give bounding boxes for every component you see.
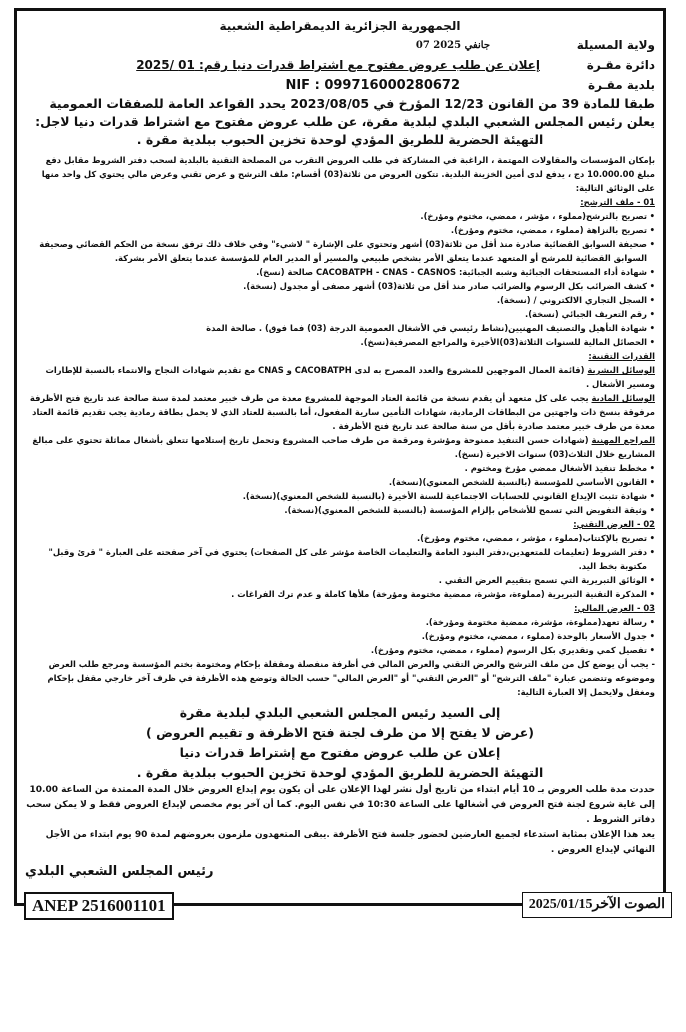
- financial-list: [25, 615, 655, 657]
- footer: [24, 892, 672, 920]
- envelope-label: [25, 703, 655, 783]
- deadline-paragraph: حددت مدة طلب العروض بـ 10 أيام ابتداء من تاريخ أول نشر لهذا الإعلان على أن يكون يوم إيداع العروض خلال المدة الممتدة من الساعة 10.00 إلى غاية شروع لجنة فتح العروض في أشغالها على الساعة 10:30 في نفس اليوم. كما أن آخر يوم مخصص لإيداع العروض فقط و لا يمكن سحب دفاتر الشروط .: [26, 785, 655, 825]
- refs-label: المراجع المهنية: [591, 435, 655, 445]
- newspaper-date: [522, 892, 672, 918]
- daira-row: [25, 55, 655, 75]
- list-item: • كشف الضرائب بكل الرسوم والضرائب صادر منذ أقل من ثلاثة(03) أشهر مصفى أو مجدول (نسخة).: [25, 279, 655, 293]
- commune-row: [25, 75, 655, 95]
- convocation-paragraph: يعد هذا الإعلان بمثابة استدعاء لجميع العارضين لحضور جلسة فتح الأظرفة .يبقى المتعهدون ملزمون بعروضهم لمدة 90 يوم ابتداء من الأجل النهائي لإيداع العروض .: [45, 830, 655, 855]
- list-item: • الحصائل المالية للسنوات الثلاثة(03)الأخيرة والمراجع المصرفية(نسخ).: [25, 335, 655, 349]
- publication-date: 2025/01/15: [528, 897, 593, 912]
- signature: رئيس المجلس الشعبي البلدي: [25, 864, 214, 879]
- list-item: • القانون الأساسي للمؤسسة (بالنسبة للشخص المعنوي)(نسخة).: [25, 475, 655, 489]
- daira: دائرة مقـرة: [586, 58, 655, 72]
- section-candidacy-title: 01 - ملف الترشح:: [580, 197, 655, 207]
- candidacy-list: [25, 209, 655, 349]
- envelope-line-1: إلى السيد رئيس المجلس الشعبي البلدي لبلدية مقرة: [179, 705, 501, 720]
- list-item: • دفتر الشروط (تعليمات للمتعهدين،دفتر البنود العامة والتعليمات الخاصة مؤشر على كل الصفحات) يحتوي في آخر صفحته على العبارة " قرئ وقبل" مكتوبة بخط اليد.: [25, 545, 655, 573]
- material-means: [25, 391, 655, 433]
- list-item: • تصريح بالترشح(مملوء ، مؤشر ، ممضي، مختوم ومؤرخ).: [25, 209, 655, 223]
- list-item: • رقم التعريف الجبائي (نسخة).: [25, 307, 655, 321]
- announcement: [25, 17, 655, 879]
- anep-reference: ANEP 2516001101: [24, 892, 174, 920]
- technical-list: [25, 531, 655, 601]
- list-item: • المذكرة التقنية التبريرية (مملوءة، مؤشرة، ممضية مختومة ومؤرخة) ملأها كاملة و عدم ترك الفراغات .: [25, 587, 655, 601]
- envelope-line-2: (عرض لا يفتح إلا من طرف لجنة فتح الاظرفة و تقييم العروض ): [146, 725, 534, 740]
- material-means-text: يجب على كل متعهد أن يقدم نسخة من قائمة العتاد الموجهة للمشروع معدة من طرف خبير معتمد لمدة سنة صالحة عند تاريخ فتح الأظرفة مرفوقة بنسخ ذات واجهتين من البطاقات الرمادية، شهادات التأمين سارية المفعول، أما بالنسبة للعتاد الذي لا يحمل بطاقة رمادية يجب تقديم قائمة العتاد معدة من طرف خبير معتمد صادرة بأقل من سنة صالحة عند تاريخ فتح الأظرفة .: [29, 393, 655, 431]
- material-means-label: الوسائل المادية: [591, 393, 655, 403]
- human-means: [25, 363, 655, 391]
- list-item: • صحيفة السوابق القضائية صادرة منذ أقل من ثلاثة(03) أشهر وتحتوي على الإشارة " لاشيء" وفي خلاف ذلك ترفق نسخة من الحكم القضائي وصحيفة السوابق القضائية للمرشح أو المتعهد عندما يتعلق الأمر بشخص طبيعي والمسير أو المدير العام للمؤسسة عندما يتعلق الأمر بشركة.: [25, 237, 655, 265]
- document-border: [14, 8, 666, 906]
- human-means-label: الوسائل البشرية: [587, 365, 655, 375]
- newspaper-name: الصوت الآخر: [592, 897, 665, 912]
- list-item: • رسالة تعهد(مملوءة، مؤشرة، ممضية مختومة ومؤرخة).: [25, 615, 655, 629]
- list-item: • الوثائق التبريرية التي تسمح بتقييم العرض التقني .: [25, 573, 655, 587]
- commune: بلدية مقـرة: [587, 78, 655, 92]
- list-item: • وثيقة التفويض التي تسمح للأشخاص بإلزام المؤسسة (بالنسبة للشخص المعنوي)(نسخة).: [25, 503, 655, 517]
- republic-heading: الجمهورية الجزائرية الديمقراطية الشعبية: [219, 19, 461, 33]
- section-financial-title: 03 - العرض المالي:: [574, 603, 655, 613]
- envelope-line-4: التهيئة الحضرية للطريق المؤدي لوحدة تخزين الحبوب ببلدية مقرة .: [136, 765, 544, 780]
- list-item: • تصريح بالإكتتاب(مملوء ، مؤشر ، ممضي، مختوم ومؤرخ).: [25, 531, 655, 545]
- human-means-text: (قائمة العمال الموجهين للمشروع والعدد المصرح به لدى CACOBATPH و CNAS مع تقديم شهادات النجاح والانتماء بالنسبة للإطارات ومسير الأشغال .: [45, 365, 655, 389]
- capacities-title: القدرات التقنية:: [588, 351, 655, 361]
- list-item: • جدول الأسعار بالوحدة (مملوء ، ممضي، مختوم ومؤرخ).: [25, 629, 655, 643]
- list-item: • السجل التجاري الالكتروني / (نسخة).: [25, 293, 655, 307]
- list-item: • تفصيل كمي وتقديري بكل الرسوم (مملوء ، ممضي، مختوم ومؤرخ).: [25, 643, 655, 657]
- list-item: • مخطط تنفيذ الأشغال ممضي مؤرخ ومختوم .: [25, 461, 655, 475]
- wilaya: ولاية المسيلة: [576, 38, 655, 52]
- list-item: • شهادة تثبت الإيداع القانوني للحسابات الاجتماعية للسنة الأخيرة (بالنسبة للشخص المعنوي)(نسخة).: [25, 489, 655, 503]
- refs-text: (شهادات حسن التنفيذ ممنوحة ومؤشرة ومرقمة من طرف صاحب المشروع وتحمل تاريخ إستلامها تتعلق بأشغال مماثلة تحتوي على مبالغ المشاريع خلال الثلاث(03) سنوات الاخيرة (نسخ).: [32, 435, 655, 459]
- intro-text: طبقا للمادة 39 من القانون 12/23 المؤرخ في 2023/08/05 يحدد القواعد العامة للصفقات العمومية يعلن رئيس المجلس الشعبي البلدي لبلدية مقرة، عن طلب عروض مفتوح مع اشتراط قدرات دنيا لاجل:: [35, 96, 655, 129]
- intro-paragraph: بإمكان المؤسسات والمقاولات المهتمة ، الراغبة في المشاركة في طلب العروض التقرب من المصلحة التقنية بالبلدية لسحب دفتر الشروط مقابل دفع مبلغ 10.000.00 دج ، يدفع لدى أمين الخزينة البلدية. تتكون العروض من ثلاثة(03) أقسام: ملف الترشح و عرض تقني وعرض مالي يحتوي كل واحد منها على الوثائق التالية:: [41, 155, 655, 193]
- project-title: التهيئة الحضرية للطريق المؤدي لوحدة تخزين الحبوب ببلدية مقرة .: [136, 132, 544, 147]
- stamp-date: 07 جانفي 2025: [415, 39, 490, 51]
- envelope-line-3: إعلان عن طلب عروض مفتوح مع إشتراط قدرات دنيا: [179, 745, 501, 760]
- list-item: • شهادة التأهيل والتصنيف المهنيين(نشاط رئيسي في الأشغال العمومية الدرجة (03) فما فوق) . صالحة المدة: [25, 321, 655, 335]
- list-item: • تصريح بالنزاهة (مملوء ، ممضي، مختوم ومؤرخ).: [25, 223, 655, 237]
- section-technical-title: 02 - العرض التقني:: [573, 519, 655, 529]
- professional-refs: [25, 433, 655, 461]
- envelope-instructions: - يجب أن يوضع كل من ملف الترشح والعرض التقني والعرض المالي في أظرفة منفصلة ومقفلة بإحكام ومختومة بختم المؤسسة ومرجع طلب العرض وموضوعه وتتضمن عبارة "ملف الترشح" أو "العرض التقني" أو "العرض المالي" حسب الحالة وتوضع هذه الأظرفة في ظرف آخر خارجي مقفل بإحكام ومغفل ولايحمل إلا العبارة التالية:: [47, 659, 655, 697]
- list-item: • شهادة أداء المستحقات الجبائية وشبه الجبائية: CACOBATPH - CNAS - CASNOS صالحة (نسخ).: [25, 265, 655, 279]
- wilaya-row: [25, 35, 655, 55]
- announcement-title: إعلان عن طلب عروض مفتوح مع اشتراط قدرات دنيا رقم: 01 /2025: [136, 58, 540, 72]
- candidacy-list-2: [25, 461, 655, 517]
- nif: NIF : 099716000280672: [285, 77, 460, 93]
- terms-body: [25, 153, 655, 699]
